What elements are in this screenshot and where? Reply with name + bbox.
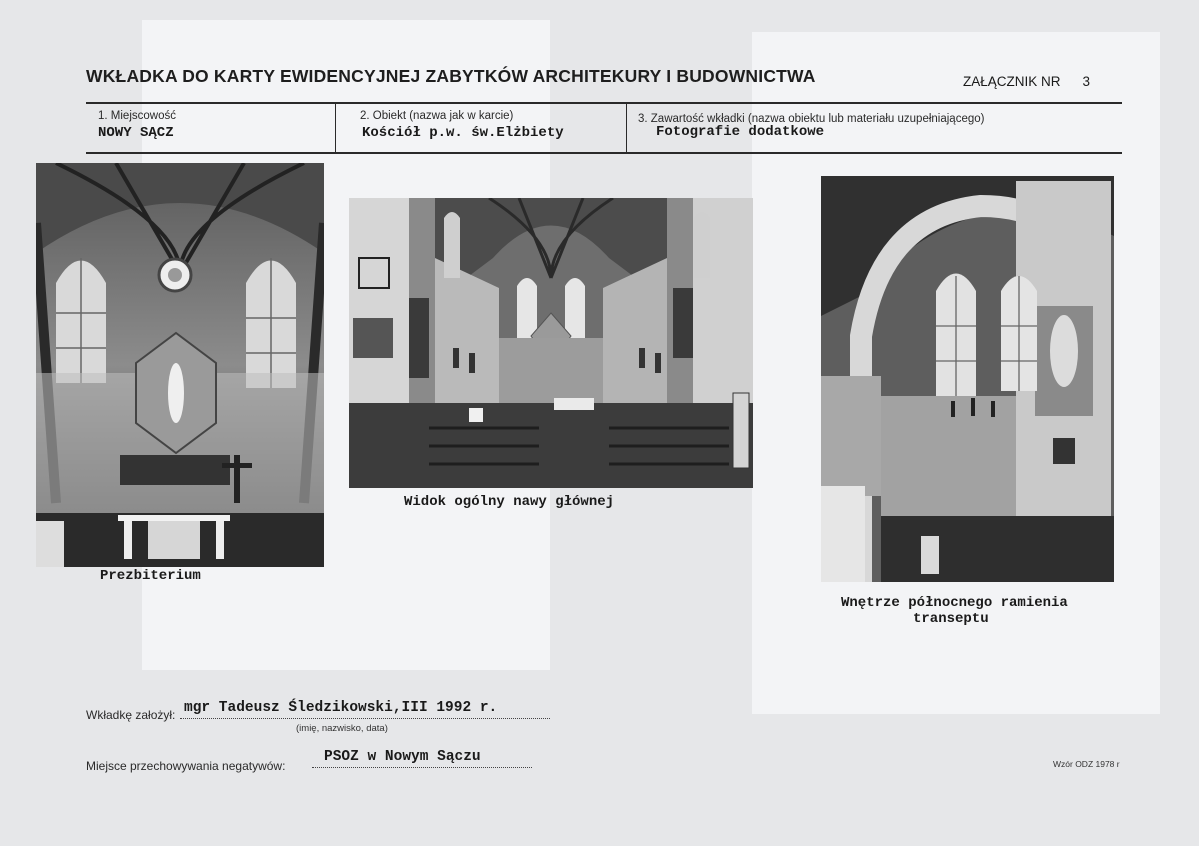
- created-by-value: mgr Tadeusz Śledzikowski,III 1992 r.: [184, 700, 498, 716]
- locality-value: NOWY SĄCZ: [98, 125, 174, 141]
- created-by-dotted-line: [180, 718, 550, 719]
- presbytery-photo: [36, 163, 324, 567]
- object-label: 2. Obiekt (nazwa jak w karcie): [360, 110, 514, 122]
- fields-rule: [86, 152, 1122, 154]
- transept-caption-line1: Wnętrze północnego ramienia: [841, 595, 1068, 611]
- locality-label: 1. Miejscowość: [98, 110, 176, 122]
- negatives-value: PSOZ w Nowym Sączu: [324, 749, 481, 765]
- field-divider: [626, 103, 627, 153]
- nave-caption: Widok ogólny nawy głównej: [404, 494, 615, 510]
- nave-photo: [349, 198, 753, 488]
- contents-value: Fotografie dodatkowe: [656, 124, 825, 140]
- annex-number: [963, 74, 1090, 89]
- annex-value: 3: [1082, 74, 1091, 89]
- contents-label: 3. Zawartość wkładki (nazwa obiektu lub materiału uzupełniającego): [638, 113, 985, 125]
- transept-caption-line2: transeptu: [913, 611, 989, 627]
- transept-photo: [821, 176, 1114, 582]
- nave-photo-image: [349, 198, 753, 488]
- annex-label: ZAŁĄCZNIK NR: [963, 74, 1061, 89]
- negatives-dotted-line: [312, 767, 532, 768]
- form-title: WKŁADKA DO KARTY EWIDENCYJNEJ ZABYTKÓW ARCHITEKURY I BUDOWNICTWA: [86, 66, 816, 86]
- transept-photo-image: [821, 176, 1114, 582]
- form-code: Wzór ODZ 1978 r: [1053, 759, 1120, 769]
- created-by-hint: (imię, nazwisko, data): [296, 723, 388, 734]
- created-by-label: Wkładkę założył:: [86, 708, 176, 722]
- negatives-label: Miejsce przechowywania negatywów:: [86, 759, 286, 773]
- object-value: Kościół p.w. św.Elżbiety: [362, 125, 564, 141]
- presbytery-photo-image: [36, 163, 324, 567]
- header-rule: [86, 102, 1122, 104]
- field-divider: [335, 103, 336, 153]
- presbytery-caption: Prezbiterium: [100, 568, 201, 584]
